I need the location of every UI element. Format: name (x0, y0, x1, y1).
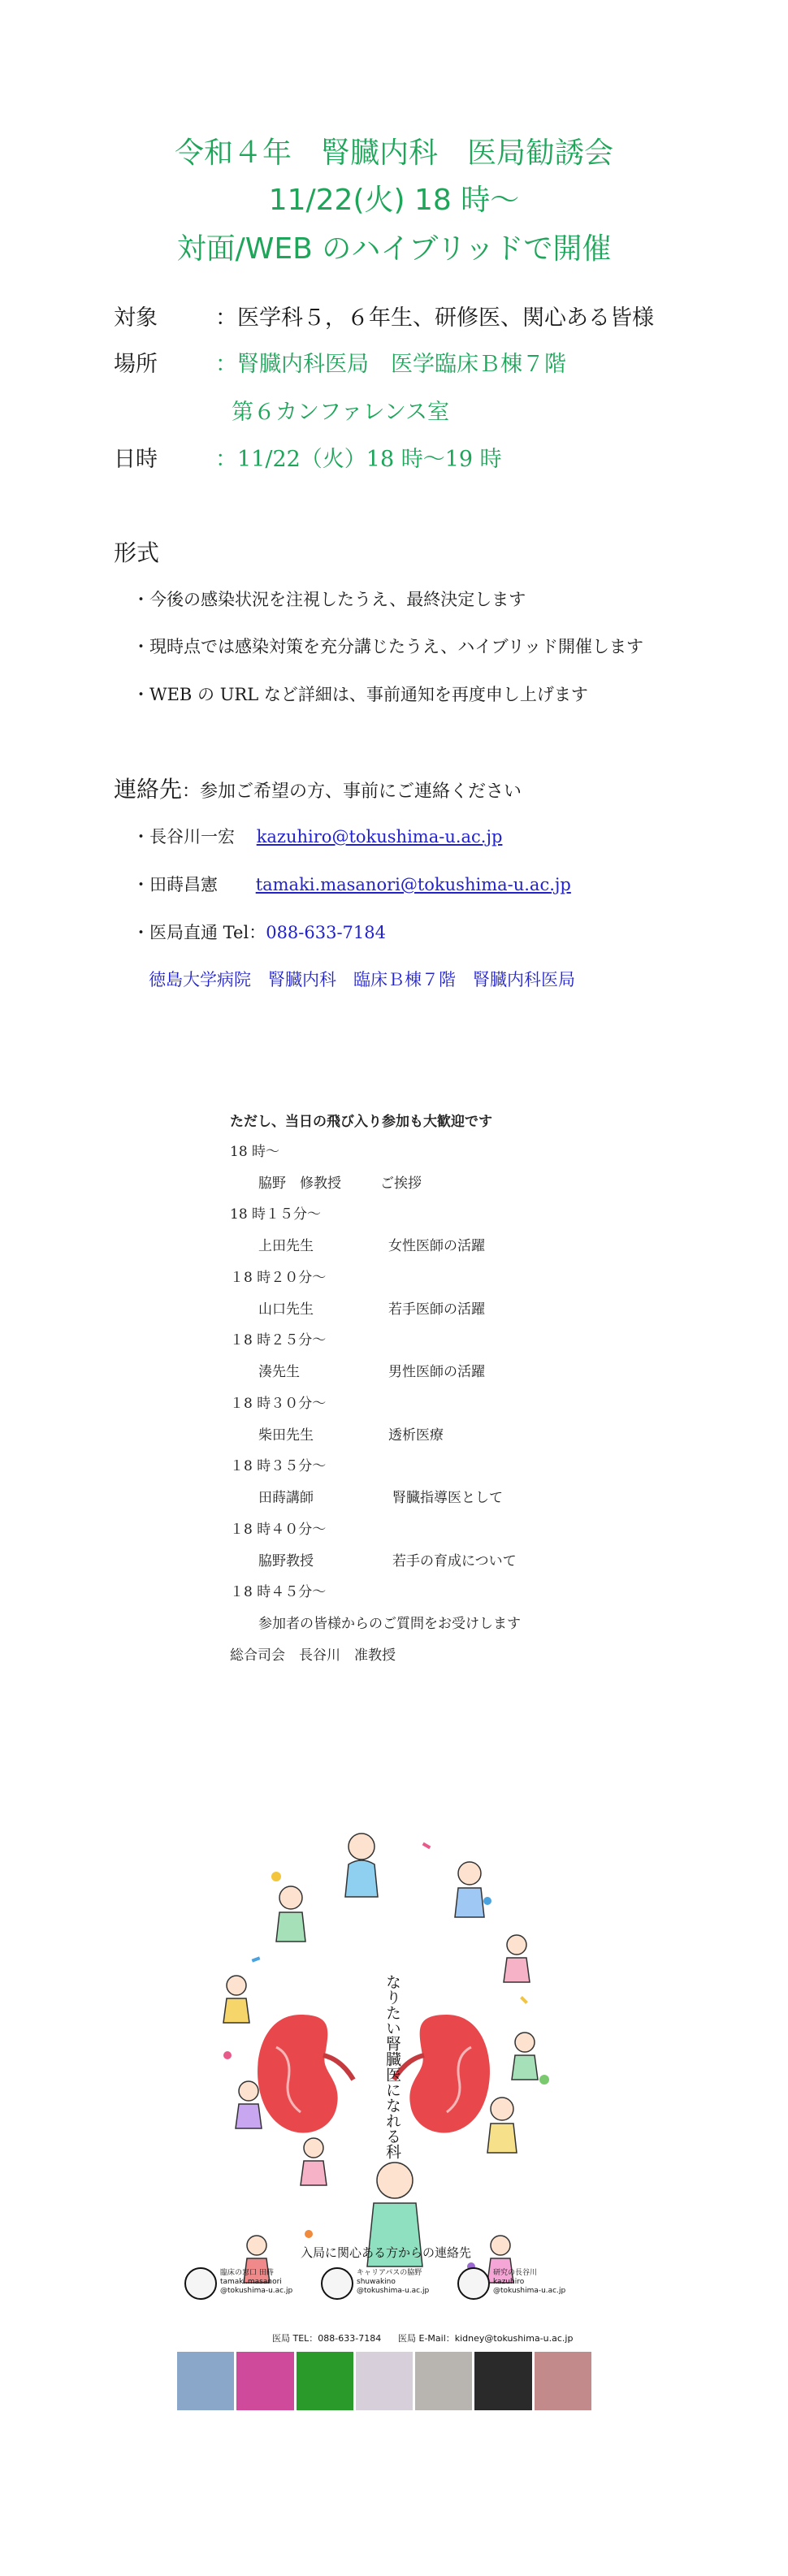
schedule-speaker: 山口先生 (258, 1301, 314, 1318)
contact-heading: 連絡先 (114, 776, 183, 803)
format-item: ・WEB の URL など詳細は、事前通知を再度申し上げます (132, 685, 588, 704)
format-heading: 形式 (114, 539, 160, 566)
contact-heading-note: ：参加ご希望の方、事前にご連絡ください (182, 781, 522, 802)
schedule-speaker: 上田先生 (258, 1238, 314, 1254)
schedule-row (258, 1426, 583, 1445)
contact-address: 徳島大学病院 腎臓内科 臨床Ｂ棟７階 腎臓内科医局 (149, 970, 575, 989)
schedule-row (258, 1236, 583, 1256)
poster-contact-role: 研究の長谷川 (493, 2269, 538, 2277)
schedule-speaker: 参加者の皆様からのご質問をお受けします (258, 1616, 521, 1632)
place-value-room: 第６カンファレンス室 (232, 400, 449, 425)
poster-caption: 入局に関心ある方からの連絡先 (300, 2245, 471, 2260)
title-line-3: 対面/WEB のハイブリッドで開催 (176, 232, 612, 266)
schedule-speaker: 田蒔講師 (258, 1490, 314, 1506)
schedule-time: 18 時～ (230, 1144, 280, 1160)
schedule-topic: 若手の育成について (392, 1553, 517, 1569)
poster-contact-role: キャリアパスの脇野 (357, 2269, 422, 2277)
poster-contact-mail: @tokushima-u.ac.jp (220, 2287, 293, 2295)
kidney-left-icon (258, 2015, 353, 2132)
contact-person-1 (132, 825, 502, 848)
schedule-row (258, 1488, 583, 1508)
target-value: ：医学科５，６年生、研修医、関心ある皆様 (215, 305, 654, 331)
schedule-time: １8 時２０分～ (230, 1270, 327, 1286)
title-line-1: 令和４年 腎臓内科 医局勧誘会 (174, 136, 613, 170)
person1-email-link[interactable]: kazuhiro@tokushima-u.ac.jp (256, 827, 503, 846)
schedule-row (258, 1300, 583, 1319)
contact-heading-row (114, 776, 522, 806)
place-value: ：腎臓内科医局 医学臨床Ｂ棟７階 (215, 352, 566, 377)
poster-contact-mail: @tokushima-u.ac.jp (493, 2287, 566, 2295)
title-line-2: 11/22(火) 18 時～ (268, 184, 520, 217)
poster-contact-2 (319, 2264, 453, 2313)
photo-thumbnail (535, 2352, 591, 2410)
poster-vertical-text: なりたい腎臓医になれる科 (383, 1974, 401, 2159)
date-label: 日時 (114, 447, 158, 472)
poster-contact-name: tamaki.masanori (220, 2278, 282, 2286)
photo-thumbnail (236, 2352, 293, 2410)
schedule-speaker: 脇野 修教授 (258, 1175, 341, 1192)
avatar (184, 2267, 217, 2300)
info-target (114, 305, 682, 332)
phone-label: ・医局直通 Tel： (132, 923, 266, 942)
place-label: 場所 (114, 352, 158, 377)
schedule-speaker: 柴田先生 (258, 1427, 314, 1444)
schedule-row (258, 1552, 583, 1571)
avatar (457, 2267, 490, 2300)
phone-value: 088-633-7184 (266, 923, 387, 942)
poster-contact-3 (456, 2264, 590, 2313)
schedule-topic: 男性医師の活躍 (388, 1364, 485, 1380)
info-date (114, 446, 682, 474)
schedule-time: 18 時１５分～ (230, 1206, 322, 1223)
photo-thumbnail (356, 2352, 413, 2410)
poster-contact-mail: @tokushima-u.ac.jp (357, 2287, 430, 2295)
contact-phone (132, 921, 386, 944)
photo-thumbnail (177, 2352, 234, 2410)
photo-thumbnail (474, 2352, 531, 2410)
format-item: ・現時点では感染対策を充分講じたうえ、ハイブリッド開催します (132, 637, 643, 656)
schedule-time: １8 時３５分～ (230, 1458, 327, 1474)
schedule-row (258, 1174, 583, 1193)
photo-strip (177, 2352, 591, 2410)
person2-name: ・田蒔昌憲 (132, 875, 218, 894)
date-value: ：11/22（火）18 時～19 時 (215, 447, 502, 472)
poster-contacts (183, 2264, 593, 2313)
target-label: 対象 (114, 305, 158, 331)
schedule-time: １8 時２５分～ (230, 1332, 327, 1349)
schedule-topic: 腎臓指導医として (392, 1490, 503, 1506)
schedule-closing: 総合司会 長谷川 准教授 (230, 1647, 396, 1664)
info-place (114, 351, 682, 379)
contact-person-2 (132, 873, 571, 896)
schedule-topic: 女性医師の活躍 (388, 1238, 485, 1254)
kidney-right-icon (394, 2015, 490, 2132)
poster-contact-name: shuwakino (357, 2278, 396, 2286)
schedule-speaker: 脇野教授 (258, 1553, 314, 1569)
schedule-time: １8 時４５分～ (230, 1584, 327, 1600)
schedule-topic: ご挨拶 (380, 1175, 422, 1192)
poster-mail: 医局 E-Mail：kidney@tokushima-u.ac.jp (398, 2333, 574, 2344)
poster-contact-1 (183, 2264, 317, 2313)
schedule-topic: 若手医師の活躍 (388, 1301, 485, 1318)
format-item: ・今後の感染状況を注視したうえ、最終決定します (132, 590, 526, 609)
photo-thumbnail (297, 2352, 353, 2410)
schedule-time: １8 時３０分～ (230, 1396, 327, 1412)
schedule-speaker: 湊先生 (258, 1364, 300, 1380)
poster-tel: 医局 TEL：088-633-7184 (272, 2333, 382, 2344)
avatar (321, 2267, 353, 2300)
person2-email-link[interactable]: tamaki.masanori@tokushima-u.ac.jp (255, 875, 571, 894)
poster-contact-name: kazuhiro (493, 2278, 525, 2286)
walk-in-note: ただし、当日の飛び入り参加も大歓迎です (230, 1114, 492, 1130)
schedule-topic: 透析医療 (388, 1427, 444, 1444)
recruitment-poster (179, 1812, 593, 2405)
photo-thumbnail (415, 2352, 472, 2410)
poster-contact-role: 臨床の窓口 田蒔 (220, 2269, 274, 2277)
schedule-time: １8 時４０分～ (230, 1522, 327, 1538)
schedule-row (258, 1362, 583, 1382)
person1-name: ・長谷川一宏 (132, 827, 235, 846)
